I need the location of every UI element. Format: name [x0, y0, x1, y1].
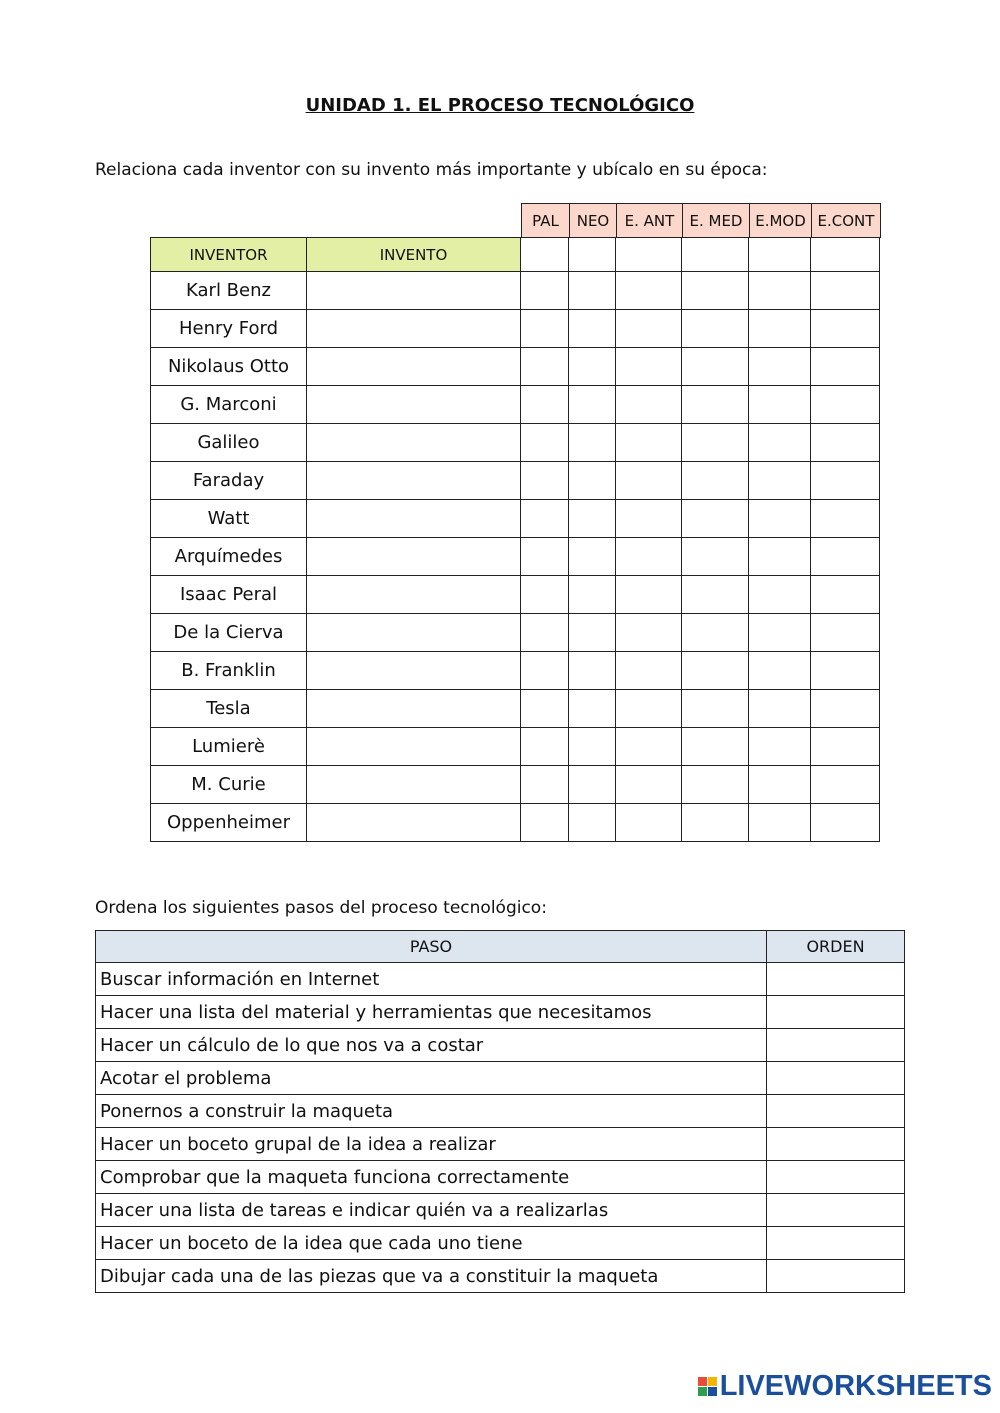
- epoch-answer-cell[interactable]: [811, 238, 880, 272]
- inventor-name: Nikolaus Otto: [151, 348, 307, 386]
- inventor-name: Tesla: [151, 690, 307, 728]
- order-answer-cell[interactable]: [767, 1029, 905, 1062]
- epoch-answer-cell[interactable]: [749, 728, 811, 766]
- epoch-answer-cell[interactable]: [811, 804, 880, 842]
- epoch-answer-cell[interactable]: [569, 690, 616, 728]
- step-row: [96, 1227, 905, 1260]
- epoch-answer-cell[interactable]: [569, 652, 616, 690]
- epoch-answer-cell[interactable]: [682, 538, 749, 576]
- epoch-answer-cell[interactable]: [521, 348, 569, 386]
- steps-table: [95, 930, 905, 1293]
- inventor-row: [151, 728, 880, 766]
- invento-answer-cell[interactable]: [307, 538, 521, 576]
- step-text: Hacer un boceto de la idea que cada uno tiene: [96, 1227, 767, 1260]
- order-answer-cell[interactable]: [767, 1194, 905, 1227]
- inventor-row: [151, 462, 880, 500]
- order-answer-cell[interactable]: [767, 996, 905, 1029]
- invento-answer-cell[interactable]: [307, 766, 521, 804]
- epoch-answer-cell[interactable]: [682, 766, 749, 804]
- epoch-answer-cell[interactable]: [749, 348, 811, 386]
- inventor-row: [151, 766, 880, 804]
- liveworksheets-logo: [698, 1370, 992, 1403]
- epoch-answer-cell[interactable]: [616, 272, 682, 310]
- step-row: [96, 1260, 905, 1293]
- epoch-answer-cell[interactable]: [682, 576, 749, 614]
- epoch-answer-cell[interactable]: [616, 348, 682, 386]
- column-header-inventor: INVENTOR: [151, 238, 307, 272]
- inventor-row: [151, 424, 880, 462]
- invento-answer-cell[interactable]: [307, 576, 521, 614]
- invento-answer-cell[interactable]: [307, 728, 521, 766]
- epoch-header-cell: E.CONT: [812, 204, 881, 238]
- epoch-answer-cell[interactable]: [569, 238, 616, 272]
- epoch-answer-cell[interactable]: [682, 462, 749, 500]
- inventor-row: [151, 652, 880, 690]
- step-text: Dibujar cada una de las piezas que va a constituir la maqueta: [96, 1260, 767, 1293]
- inventor-row: [151, 500, 880, 538]
- step-row: [96, 1062, 905, 1095]
- epoch-answer-cell[interactable]: [616, 386, 682, 424]
- invento-answer-cell[interactable]: [307, 386, 521, 424]
- inventor-name: Oppenheimer: [151, 804, 307, 842]
- epoch-answer-cell[interactable]: [521, 538, 569, 576]
- inventor-row: [151, 348, 880, 386]
- epoch-answer-cell[interactable]: [749, 272, 811, 310]
- epoch-answer-cell[interactable]: [749, 766, 811, 804]
- epoch-answer-cell[interactable]: [616, 500, 682, 538]
- epoch-answer-cell[interactable]: [811, 500, 880, 538]
- order-answer-cell[interactable]: [767, 1128, 905, 1161]
- epoch-answer-cell[interactable]: [682, 804, 749, 842]
- epoch-answer-cell[interactable]: [682, 728, 749, 766]
- step-text: Hacer una lista del material y herramientas que necesitamos: [96, 996, 767, 1029]
- epoch-header-cell: E. ANT: [617, 204, 683, 238]
- instruction-inventors: Relaciona cada inventor con su invento más importante y ubícalo en su época:: [95, 160, 768, 180]
- inventor-name: G. Marconi: [151, 386, 307, 424]
- epoch-answer-cell[interactable]: [749, 652, 811, 690]
- order-answer-cell[interactable]: [767, 1161, 905, 1194]
- epoch-answer-cell[interactable]: [749, 238, 811, 272]
- epoch-answer-cell[interactable]: [811, 310, 880, 348]
- inventor-name: De la Cierva: [151, 614, 307, 652]
- order-answer-cell[interactable]: [767, 1062, 905, 1095]
- epoch-answer-cell[interactable]: [811, 690, 880, 728]
- epoch-answer-cell[interactable]: [521, 462, 569, 500]
- epoch-answer-cell[interactable]: [749, 500, 811, 538]
- column-header-invento: INVENTO: [307, 238, 521, 272]
- invento-answer-cell[interactable]: [307, 614, 521, 652]
- inventor-row: [151, 538, 880, 576]
- inventor-row: [151, 804, 880, 842]
- epoch-answer-cell[interactable]: [616, 728, 682, 766]
- epoch-answer-cell[interactable]: [616, 690, 682, 728]
- inventor-row: [151, 690, 880, 728]
- step-row: [96, 963, 905, 996]
- step-row: [96, 1194, 905, 1227]
- step-text: Ponernos a construir la maqueta: [96, 1095, 767, 1128]
- epoch-answer-cell[interactable]: [682, 238, 749, 272]
- inventor-name: Galileo: [151, 424, 307, 462]
- epoch-answer-cell[interactable]: [682, 690, 749, 728]
- epoch-header-cell: E. MED: [683, 204, 750, 238]
- inventor-name: Watt: [151, 500, 307, 538]
- epoch-answer-cell[interactable]: [616, 462, 682, 500]
- epoch-answer-cell[interactable]: [682, 614, 749, 652]
- epoch-answer-cell[interactable]: [616, 766, 682, 804]
- epoch-answer-cell[interactable]: [616, 538, 682, 576]
- inventor-name: Faraday: [151, 462, 307, 500]
- epoch-answer-cell[interactable]: [521, 576, 569, 614]
- epoch-answer-cell[interactable]: [616, 652, 682, 690]
- epoch-answer-cell[interactable]: [749, 310, 811, 348]
- epoch-answer-cell[interactable]: [521, 766, 569, 804]
- epoch-answer-cell[interactable]: [616, 576, 682, 614]
- epoch-answer-cell[interactable]: [569, 538, 616, 576]
- invento-answer-cell[interactable]: [307, 462, 521, 500]
- inventor-row: [151, 386, 880, 424]
- epoch-answer-cell[interactable]: [521, 386, 569, 424]
- epoch-answer-cell[interactable]: [682, 310, 749, 348]
- inventor-name: B. Franklin: [151, 652, 307, 690]
- step-text: Hacer un boceto grupal de la idea a realizar: [96, 1128, 767, 1161]
- inventor-row: [151, 272, 880, 310]
- epoch-answer-cell[interactable]: [749, 386, 811, 424]
- order-answer-cell[interactable]: [767, 1260, 905, 1293]
- epoch-answer-cell[interactable]: [749, 424, 811, 462]
- epoch-answer-cell[interactable]: [616, 614, 682, 652]
- epoch-answer-cell[interactable]: [569, 424, 616, 462]
- step-text: Acotar el problema: [96, 1062, 767, 1095]
- epoch-answer-cell[interactable]: [682, 272, 749, 310]
- epoch-answer-cell[interactable]: [569, 386, 616, 424]
- epoch-answer-cell[interactable]: [521, 272, 569, 310]
- epoch-header-cell: PAL: [522, 204, 570, 238]
- logo-text: LIVEWORKSHEETS: [719, 1370, 992, 1402]
- order-answer-cell[interactable]: [767, 1095, 905, 1128]
- step-text: Hacer una lista de tareas e indicar quién va a realizarlas: [96, 1194, 767, 1227]
- epoch-answer-cell[interactable]: [521, 424, 569, 462]
- epoch-answer-cell[interactable]: [521, 652, 569, 690]
- epoch-answer-cell[interactable]: [616, 804, 682, 842]
- epoch-answer-cell[interactable]: [569, 804, 616, 842]
- epoch-answer-cell[interactable]: [682, 500, 749, 538]
- logo-mark-icon: [698, 1377, 717, 1396]
- epoch-answer-cell[interactable]: [616, 310, 682, 348]
- epoch-answer-cell[interactable]: [569, 728, 616, 766]
- epoch-answer-cell[interactable]: [682, 386, 749, 424]
- epoch-answer-cell[interactable]: [682, 348, 749, 386]
- logo-square: [708, 1377, 717, 1386]
- epoch-answer-cell[interactable]: [811, 272, 880, 310]
- epoch-answer-cell[interactable]: [811, 576, 880, 614]
- inventor-row: [151, 576, 880, 614]
- epoch-answer-cell[interactable]: [521, 310, 569, 348]
- epoch-answer-cell[interactable]: [749, 538, 811, 576]
- step-row: [96, 1029, 905, 1062]
- epoch-answer-cell[interactable]: [811, 424, 880, 462]
- step-text: Comprobar que la maqueta funciona correctamente: [96, 1161, 767, 1194]
- epoch-answer-cell[interactable]: [569, 614, 616, 652]
- inventor-name: Karl Benz: [151, 272, 307, 310]
- inventor-table: [150, 237, 880, 842]
- epoch-answer-cell[interactable]: [682, 652, 749, 690]
- step-row: [96, 1161, 905, 1194]
- epoch-answer-cell[interactable]: [811, 652, 880, 690]
- logo-square: [698, 1387, 707, 1396]
- epoch-answer-cell[interactable]: [749, 462, 811, 500]
- epoch-answer-cell[interactable]: [811, 766, 880, 804]
- epoch-answer-cell[interactable]: [521, 728, 569, 766]
- epoch-answer-cell[interactable]: [749, 690, 811, 728]
- invento-answer-cell[interactable]: [307, 500, 521, 538]
- epoch-answer-cell[interactable]: [569, 500, 616, 538]
- step-row: [96, 996, 905, 1029]
- epoch-answer-cell[interactable]: [521, 500, 569, 538]
- epoch-answer-cell[interactable]: [569, 310, 616, 348]
- epoch-answer-cell[interactable]: [811, 386, 880, 424]
- epoch-answer-cell[interactable]: [811, 462, 880, 500]
- inventor-name: M. Curie: [151, 766, 307, 804]
- column-header-paso: PASO: [96, 931, 767, 963]
- epoch-answer-cell[interactable]: [569, 462, 616, 500]
- column-header-orden: ORDEN: [767, 931, 905, 963]
- epoch-answer-cell[interactable]: [616, 424, 682, 462]
- step-row: [96, 1095, 905, 1128]
- epoch-answer-cell[interactable]: [811, 614, 880, 652]
- epoch-answer-cell[interactable]: [569, 348, 616, 386]
- invento-answer-cell[interactable]: [307, 310, 521, 348]
- invento-answer-cell[interactable]: [307, 804, 521, 842]
- invento-answer-cell[interactable]: [307, 690, 521, 728]
- inventor-name: Henry Ford: [151, 310, 307, 348]
- epoch-answer-cell[interactable]: [682, 424, 749, 462]
- epoch-answer-cell[interactable]: [749, 614, 811, 652]
- epoch-answer-cell[interactable]: [811, 728, 880, 766]
- epoch-answer-cell[interactable]: [521, 804, 569, 842]
- epoch-answer-cell[interactable]: [569, 576, 616, 614]
- step-text: Buscar información en Internet: [96, 963, 767, 996]
- order-answer-cell[interactable]: [767, 963, 905, 996]
- inventor-name: Arquímedes: [151, 538, 307, 576]
- inventor-name: Lumierè: [151, 728, 307, 766]
- logo-square: [698, 1377, 707, 1386]
- inventor-name: Isaac Peral: [151, 576, 307, 614]
- invento-answer-cell[interactable]: [307, 424, 521, 462]
- step-text: Hacer un cálculo de lo que nos va a costar: [96, 1029, 767, 1062]
- epoch-answer-cell[interactable]: [521, 614, 569, 652]
- epoch-answer-cell[interactable]: [569, 766, 616, 804]
- epoch-answer-cell[interactable]: [521, 238, 569, 272]
- page-title: UNIDAD 1. EL PROCESO TECNOLÓGICO: [305, 95, 695, 116]
- epoch-answer-cell[interactable]: [811, 348, 880, 386]
- epoch-answer-cell[interactable]: [749, 804, 811, 842]
- epoch-answer-cell[interactable]: [749, 576, 811, 614]
- inventor-row: [151, 614, 880, 652]
- invento-answer-cell[interactable]: [307, 348, 521, 386]
- epoch-answer-cell[interactable]: [616, 238, 682, 272]
- logo-square: [708, 1387, 717, 1396]
- epoch-answer-cell[interactable]: [569, 272, 616, 310]
- epoch-answer-cell[interactable]: [521, 690, 569, 728]
- instruction-steps: Ordena los siguientes pasos del proceso tecnológico:: [95, 898, 547, 918]
- epoch-header-cell: E.MOD: [750, 204, 812, 238]
- epoch-header: [521, 203, 881, 238]
- step-row: [96, 1128, 905, 1161]
- order-answer-cell[interactable]: [767, 1227, 905, 1260]
- inventor-row: [151, 310, 880, 348]
- epoch-header-cell: NEO: [570, 204, 617, 238]
- invento-answer-cell[interactable]: [307, 652, 521, 690]
- invento-answer-cell[interactable]: [307, 272, 521, 310]
- epoch-answer-cell[interactable]: [811, 538, 880, 576]
